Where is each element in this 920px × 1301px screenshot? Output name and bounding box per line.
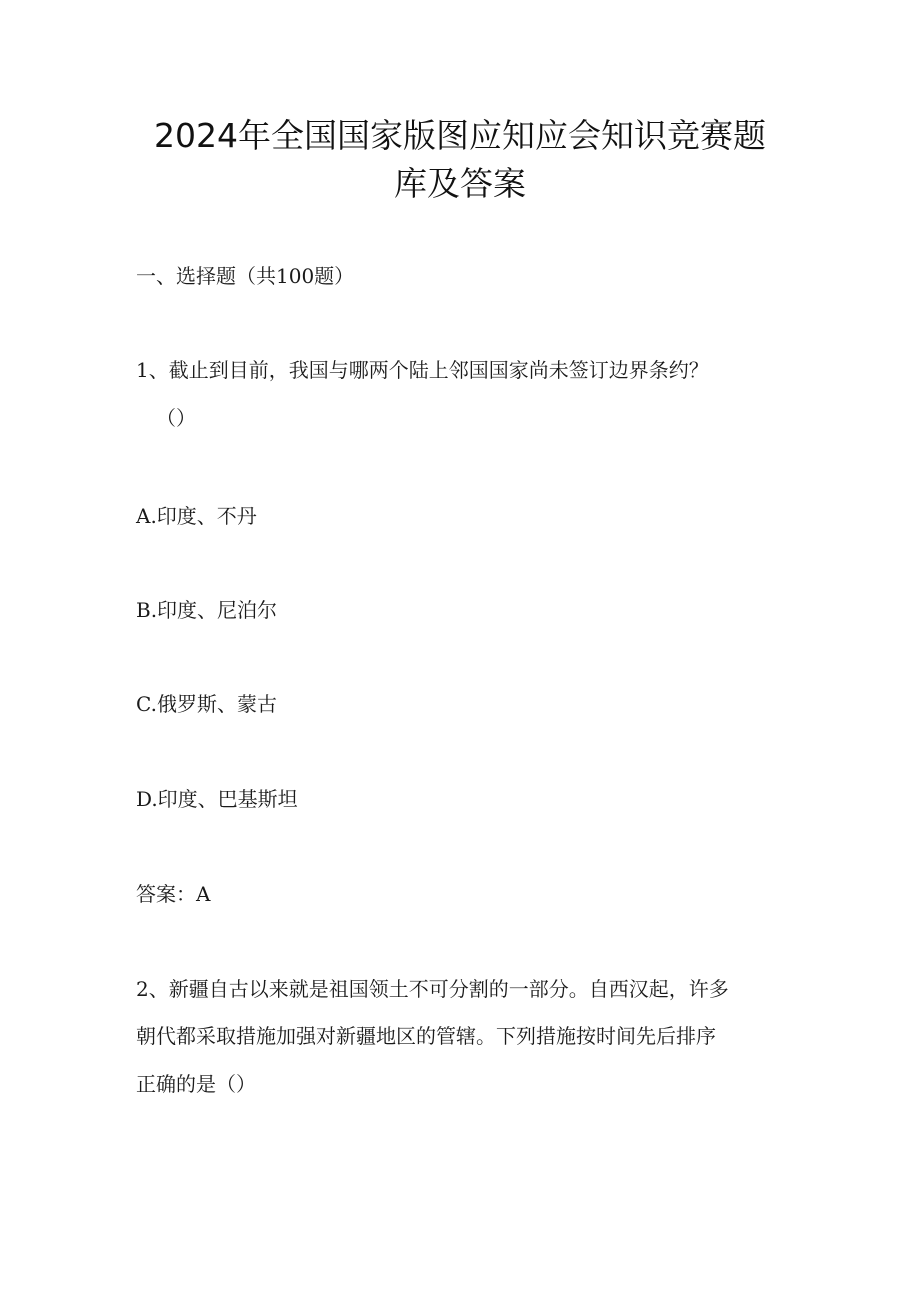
question-1-stem-line-1: 1、截止到目前，我国与哪两个陆上邻国国家尚未签订边界条约？ <box>136 358 709 382</box>
document-title-line-1: 2024年全国国家版图应知应会知识竞赛题 <box>154 116 766 155</box>
question-2-stem-line-3: 正确的是（） <box>136 1072 256 1096</box>
question-1-stem-line-2: （） <box>156 406 196 430</box>
question-1-answer: 答案：A <box>136 882 211 906</box>
document-title-line-2: 库及答案 <box>394 164 526 203</box>
question-2-stem-line-1: 2、新疆自古以来就是祖国领土不可分割的一部分。自西汉起，许多 <box>136 977 729 1001</box>
question-1-option-a: A.印度、不丹 <box>136 504 257 528</box>
question-1-option-c: C.俄罗斯、蒙古 <box>136 692 277 716</box>
question-1-option-d: D.印度、巴基斯坦 <box>136 787 298 811</box>
question-1-option-b: B.印度、尼泊尔 <box>136 598 278 622</box>
question-2-stem-line-2: 朝代都采取措施加强对新疆地区的管辖。下列措施按时间先后排序 <box>136 1024 716 1048</box>
section-heading: 一、选择题（共100题） <box>136 264 355 288</box>
